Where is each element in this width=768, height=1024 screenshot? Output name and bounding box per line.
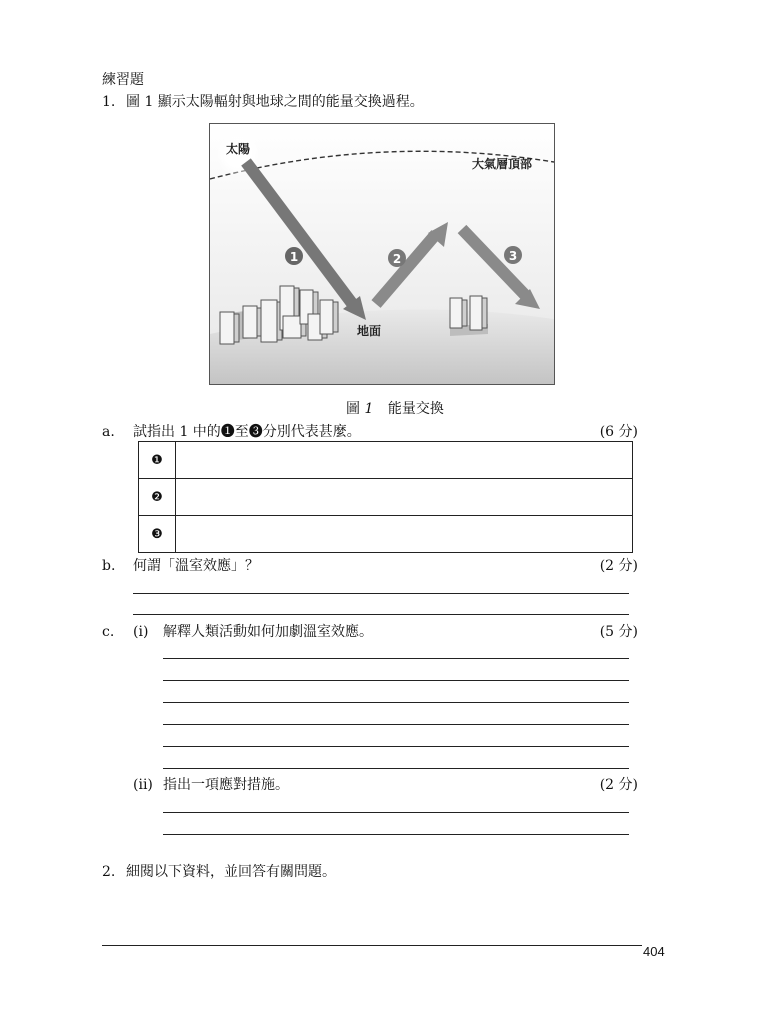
- answer-line[interactable]: [133, 614, 629, 615]
- part-c-i-marks: (5 分): [599, 624, 638, 640]
- caption-prefix: 圖: [346, 401, 360, 417]
- arrow-2-number-badge: [388, 249, 406, 267]
- figure-caption: [346, 400, 444, 418]
- energy-exchange-figure: [209, 123, 555, 385]
- svg-text:1: 1: [289, 250, 299, 264]
- caption-title: 能量交換: [387, 401, 444, 417]
- part-a-question: 試指出 1 中的❶至❸分別代表甚麼。: [133, 424, 361, 440]
- sun-label: 太陽: [226, 142, 251, 156]
- q2-stem: 細閱以下資料，並回答有關問題。: [126, 864, 336, 880]
- table-row: [139, 516, 633, 553]
- row-number: ❷: [139, 479, 176, 516]
- answer-line[interactable]: [163, 812, 629, 813]
- energy-diagram: [210, 124, 554, 384]
- atmosphere-top-label: 大氣層頂部: [472, 157, 533, 171]
- answer-line[interactable]: [163, 658, 629, 659]
- q2-number: 2.: [102, 864, 116, 880]
- answer-line[interactable]: [163, 746, 629, 747]
- part-c-ii-marks: (2 分): [599, 777, 638, 793]
- part-c-label: c.: [102, 624, 115, 640]
- row-number: ❸: [139, 516, 176, 553]
- answer-line[interactable]: [133, 593, 629, 594]
- q1-number: 1.: [102, 94, 116, 110]
- answer-line[interactable]: [163, 768, 629, 769]
- part-c-ii-label: (ii): [133, 777, 153, 793]
- footer-divider: [102, 945, 642, 946]
- row-number: ❶: [139, 442, 176, 479]
- answer-line[interactable]: [163, 724, 629, 725]
- part-c-i-label: (i): [133, 624, 149, 640]
- table-row: [139, 479, 633, 516]
- part-c-ii-question: 指出一項應對措施。: [163, 777, 289, 793]
- part-a-marks: (6 分): [599, 424, 638, 440]
- svg-text:3: 3: [508, 249, 518, 263]
- ground-label: 地面: [357, 324, 382, 338]
- part-b-marks: (2 分): [599, 558, 638, 574]
- arrow-3-number-badge: [504, 246, 522, 264]
- answer-cell[interactable]: [176, 516, 633, 553]
- answer-cell[interactable]: [176, 442, 633, 479]
- arrow-1-number-badge: [285, 247, 303, 265]
- part-a-label: a.: [102, 424, 115, 440]
- part-b-label: b.: [102, 558, 116, 574]
- page-number: 404: [643, 944, 665, 959]
- section-heading: 練習題: [102, 72, 144, 88]
- part-c-i-question: 解釋人類活動如何加劇溫室效應。: [163, 624, 373, 640]
- table-row: [139, 442, 633, 479]
- answer-line[interactable]: [163, 834, 629, 835]
- svg-text:2: 2: [392, 252, 402, 266]
- part-b-question: 何謂「溫室效應」？: [133, 558, 259, 574]
- answer-cell[interactable]: [176, 479, 633, 516]
- answer-line[interactable]: [163, 680, 629, 681]
- part-a-answer-table: [138, 441, 633, 553]
- caption-number: 1: [364, 401, 374, 417]
- answer-line[interactable]: [163, 702, 629, 703]
- q1-stem: 圖 1 顯示太陽輻射與地球之間的能量交換過程。: [126, 94, 424, 110]
